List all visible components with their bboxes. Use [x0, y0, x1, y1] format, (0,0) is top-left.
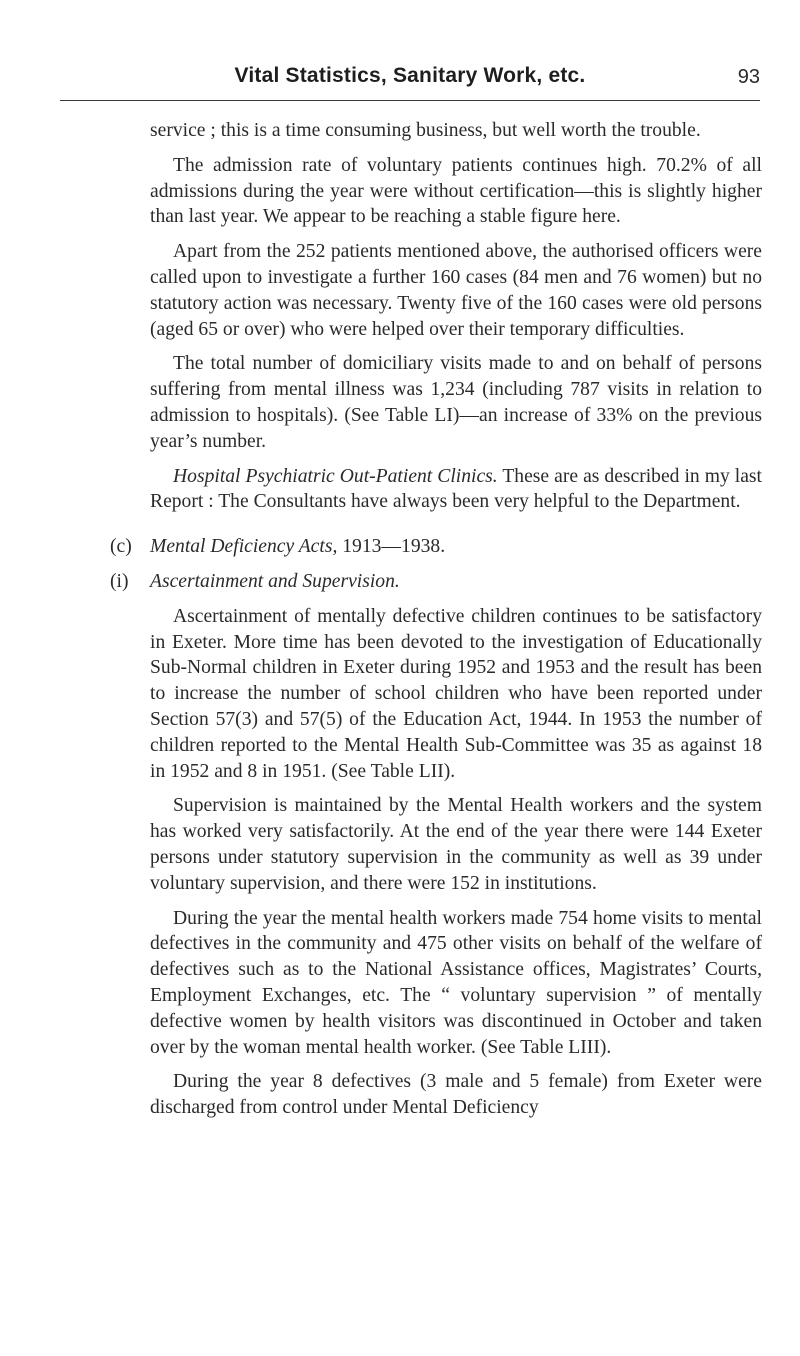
section-gap	[150, 524, 762, 534]
header-rule	[60, 100, 760, 101]
section-title-i: Ascertainment and Supervision.	[150, 570, 400, 592]
clinics-text: These are as described in my last Report : The Consultants have always been very helpful to the Department.	[150, 465, 762, 513]
paragraph-discharges: During the year 8 defectives (3 male and 5 female) from Exeter were discharged from control under Mental Deficiency	[150, 1071, 762, 1119]
running-header	[60, 64, 760, 104]
paragraph-continuation: service ; this is a time consuming business, but well worth the trouble.	[150, 120, 701, 141]
section-marker-c: (c)	[110, 536, 132, 558]
body-text	[110, 118, 762, 1130]
page-number: 93	[737, 66, 760, 88]
section-marker-i: (i)	[110, 570, 129, 592]
section-heading-i	[110, 569, 762, 595]
section-title-c: Mental Deficiency Acts,	[150, 536, 338, 558]
header-title: Vital Statistics, Sanitary Work, etc.	[234, 64, 586, 87]
paragraph-authorised-officers: Apart from the 252 patients mentioned above, the authorised officers were called upon to investigate a further 160 cases (84 men and 76 women) but no statutory action was necessary. Twenty five of the 160 cases were old persons (aged 65 or over) who were helped over their temporary difficulties.	[150, 241, 762, 340]
paragraph-home-visits: During the year the mental health workers made 754 home visits to mental defectives in the community and 475 other visits on behalf of the welfare of defectives such as to the National Assistance offices, Magistrates’ Courts, Employment Exchanges, etc. The “ voluntary supervision ” of mentally defective women by health visitors was discontinued in October and taken over by the woman mental health worker. (See Table LIII).	[150, 907, 762, 1058]
section-heading-c	[110, 534, 762, 560]
paragraph-supervision: Supervision is maintained by the Mental Health workers and the system has worked very satisfactorily. At the end of the year there were 144 Exeter persons under statutory supervision in the community as well as 39 under voluntary supervision, and there were 152 in institutions.	[150, 795, 762, 894]
paragraph-ascertainment: Ascertainment of mentally defective children continues to be satisfactory in Exeter. More time has been devoted to the investigation of Educationally Sub-Normal children in Exeter during 1952 and 1953 and the result has been to increase the number of school children who have been reported under Section 57(3) and 57(5) of the Education Act, 1944. In 1953 the number of children reported to the Mental Health Sub-Committee was 35 as against 18 in 1952 and 8 in 1951. (See Table LII).	[150, 605, 762, 782]
section-years-c: 1913—1938.	[337, 536, 446, 558]
paragraph-domiciliary-visits: The total number of domiciliary visits made to and on behalf of persons suffering from mental illness was 1,234 (including 787 visits in relation to admission to hospitals). (See Table LI)—an increase of 33% on the previous year’s number.	[150, 353, 762, 452]
paragraph-outpatient-clinics	[150, 464, 762, 516]
paragraph-voluntary-admissions: The admission rate of voluntary patients continues high. 70.2% of all admissions during the year were without certification—this is slightly higher than last year. We appear to be reaching a stable figure here.	[150, 154, 762, 228]
clinics-subheading: Hospital Psychiatric Out-Patient Clinics.	[173, 465, 498, 487]
